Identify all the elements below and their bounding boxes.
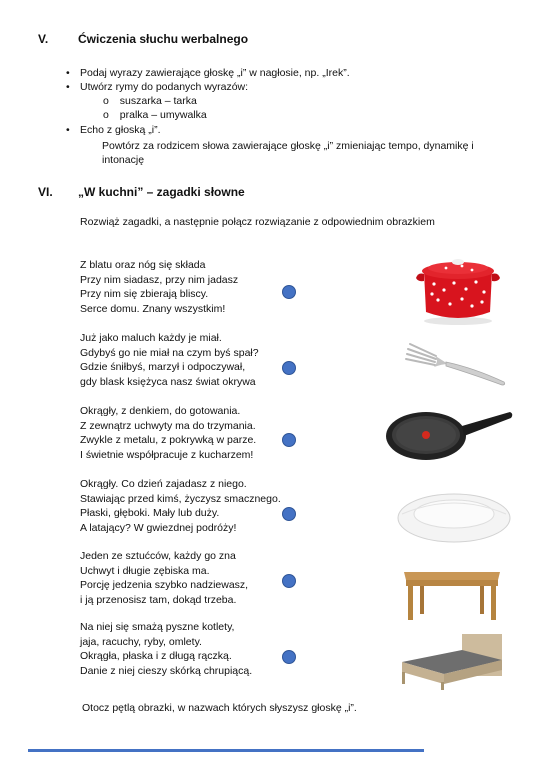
riddle-line: Na niej się smażą pyszne kotlety, bbox=[80, 621, 235, 633]
riddle-line: Okrągła, płaska i z długą rączką. bbox=[80, 650, 232, 663]
echo-line-2: intonację bbox=[102, 154, 145, 166]
section-5-number: V. bbox=[38, 32, 49, 46]
riddle-line: Okrągły, z denkiem, do gotowania. bbox=[80, 405, 241, 417]
riddle-line: Już jako maluch każdy je miał. bbox=[80, 332, 222, 344]
connector-dot-2[interactable] bbox=[282, 361, 296, 375]
riddle-line: Stawiając przed kimś, życzysz smacznego. bbox=[80, 492, 281, 505]
bullet-1-text: Podaj wyrazy zawierające głoskę „i” w nagłosie, np. „Irek”. bbox=[80, 67, 350, 79]
riddle-line: i ją przenosisz tam, dokąd trzeba. bbox=[80, 593, 237, 606]
frying-pan-image[interactable] bbox=[384, 404, 514, 466]
riddle-line: gdy blask księżyca nasz świat okrywa bbox=[80, 375, 256, 388]
riddle-line: Jeden ze sztućców, każdy go zna bbox=[80, 550, 236, 562]
riddle-line: Danie z niej cieszy skórką chrupiącą. bbox=[80, 664, 253, 677]
section-6-instruction: Rozwiąż zagadki, a następnie połącz rozwiązanie z odpowiednim obrazkiem bbox=[80, 216, 435, 228]
riddle-6 bbox=[80, 620, 252, 678]
section-6-title: „W kuchni” – zagadki słowne bbox=[78, 185, 245, 199]
bullet-2-text: Utwórz rymy do podanych wyrazów: bbox=[80, 81, 249, 93]
bullet-3-text: Echo z głoską „i”. bbox=[80, 124, 161, 136]
closing-instruction: Otocz pętlą obrazki, w nazwach których słyszysz głoskę „i”. bbox=[82, 702, 357, 714]
riddle-line: Przy nim się zbierają bliscy. bbox=[80, 288, 209, 301]
fork-image[interactable] bbox=[400, 338, 510, 388]
riddle-line: jaja, racuchy, ryby, omlety. bbox=[80, 635, 202, 648]
sub-item-1 bbox=[103, 95, 197, 108]
riddle-line: Okrągły. Co dzień zajadasz z niego. bbox=[80, 478, 247, 490]
riddle-line: Zwykle z metalu, z pokrywką w parze. bbox=[80, 434, 257, 447]
connector-dot-6[interactable] bbox=[282, 650, 296, 664]
bullet-dot: • bbox=[66, 67, 70, 79]
connector-dot-5[interactable] bbox=[282, 574, 296, 588]
bed-image[interactable] bbox=[396, 632, 508, 690]
riddle-line: Porcję jedzenia szybko nadziewasz, bbox=[80, 579, 249, 592]
riddle-line: Płaski, głęboki. Mały lub duży. bbox=[80, 507, 220, 520]
bottom-rule bbox=[28, 749, 424, 752]
bullet-dot: • bbox=[66, 124, 70, 136]
riddle-line: Z zewnątrz uchwyty ma do trzymania. bbox=[80, 419, 256, 432]
sub-item-1-text: suszarka – tarka bbox=[119, 95, 197, 107]
connector-dot-4[interactable] bbox=[282, 507, 296, 521]
sub-item-2 bbox=[103, 109, 207, 122]
riddle-2 bbox=[80, 331, 259, 389]
riddle-1 bbox=[80, 258, 238, 316]
riddle-line: Przy nim siadasz, przy nim jadasz bbox=[80, 273, 239, 286]
sub-item-2-text: pralka – umywalka bbox=[119, 109, 207, 121]
riddle-5 bbox=[80, 549, 248, 607]
sub-marker: o bbox=[103, 95, 109, 107]
riddle-line: Uchwyt i długie zębiska ma. bbox=[80, 564, 210, 577]
riddle-3 bbox=[80, 404, 256, 462]
connector-dot-1[interactable] bbox=[282, 285, 296, 299]
bullet-dot: • bbox=[66, 81, 70, 93]
riddle-line: Gdybyś go nie miał na czym byś spał? bbox=[80, 346, 259, 359]
riddle-line: Gdzie śniłbyś, marzył i odpoczywał, bbox=[80, 361, 246, 374]
riddle-line: Z blatu oraz nóg się składa bbox=[80, 259, 206, 271]
pot-image[interactable] bbox=[410, 252, 506, 326]
table-image[interactable] bbox=[398, 566, 506, 622]
section-5-title: Ćwiczenia słuchu werbalnego bbox=[78, 32, 249, 46]
echo-line-1: Powtórz za rodzicem słowa zawierające głoskę „i” zmieniając tempo, dynamikę i bbox=[102, 140, 474, 152]
riddle-line: A latający? W gwiezdnej podróży! bbox=[80, 521, 237, 534]
sub-marker: o bbox=[103, 109, 109, 121]
riddle-line: Serce domu. Znany wszystkim! bbox=[80, 302, 226, 315]
plate-image[interactable] bbox=[396, 484, 512, 544]
riddle-line: I świetnie współpracuje z kucharzem! bbox=[80, 448, 254, 461]
riddle-4 bbox=[80, 477, 281, 535]
connector-dot-3[interactable] bbox=[282, 433, 296, 447]
section-6-number: VI. bbox=[38, 185, 53, 199]
